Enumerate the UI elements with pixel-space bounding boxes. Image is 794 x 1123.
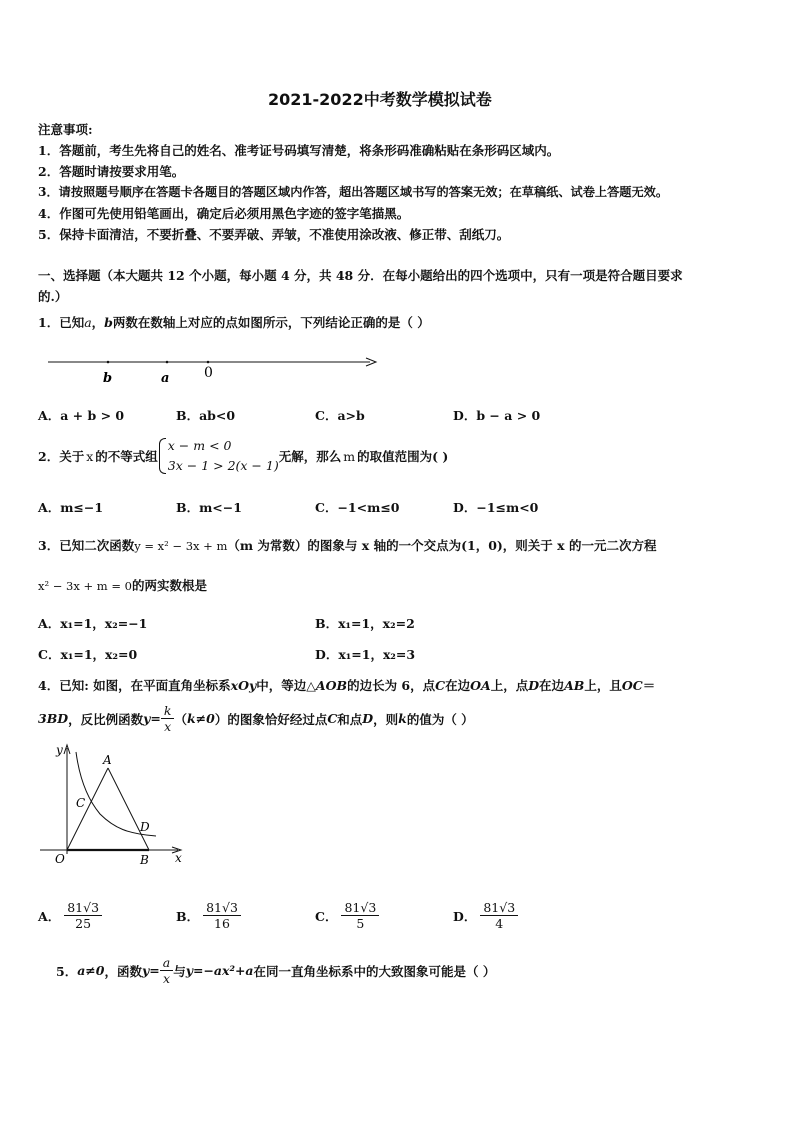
fraction-k-over-x xyxy=(161,703,175,734)
q4-var: OA xyxy=(470,678,491,693)
q1-var-a: a xyxy=(84,315,92,330)
label-a: A xyxy=(103,753,112,767)
option-letter: B． xyxy=(176,908,200,924)
label-c: C xyxy=(76,796,86,810)
number-line-figure xyxy=(40,348,385,390)
label-b: B xyxy=(140,853,149,867)
q4-option-d[interactable] xyxy=(453,900,518,931)
option-letter: C． xyxy=(315,908,338,924)
q5-text: = xyxy=(149,963,160,978)
q3-eq-suffix: 的两实数根是 xyxy=(131,578,207,593)
q1-prefix: 1．已知 xyxy=(38,315,85,330)
option-fraction xyxy=(64,900,102,931)
q1-suffix: 两数在数轴上对应的点如图所示，下列结论正确的是（ ） xyxy=(112,315,430,330)
fraction-denominator: 5 xyxy=(356,916,365,931)
fraction-denominator: 25 xyxy=(75,916,92,931)
q4-text: 的值为（ ） xyxy=(406,711,474,727)
q5-text: ，函数 xyxy=(104,963,142,979)
notice-item: 3．请按照题号顺序在答题卡各题目的答题区域内作答，超出答题区域书写的答案无效；在草稿纸、试卷上答题无效。 xyxy=(38,185,669,199)
label-d: D xyxy=(140,820,150,834)
fraction-numerator: 81√3 xyxy=(341,900,379,916)
q3-equation: x² − 3x + m = 0 xyxy=(38,579,132,593)
q4-var: y xyxy=(143,711,151,726)
q4-var: k xyxy=(398,711,407,726)
q4-text: 在边 xyxy=(445,678,471,693)
fraction-denominator: 4 xyxy=(495,916,504,931)
q4-var: C xyxy=(435,678,446,693)
notice-item: 2．答题时请按要求用笔。 xyxy=(38,164,185,179)
label-zero: 0 xyxy=(204,365,213,381)
question-4-stem-cont xyxy=(38,703,474,734)
q3-option-b[interactable]: B．x₁=1，x₂=2 xyxy=(315,616,415,631)
q5-var: y xyxy=(142,963,150,978)
q5-text: 5． xyxy=(56,963,78,979)
q1-option-c[interactable]: C．a>b xyxy=(315,408,365,423)
label-y: y xyxy=(56,743,63,757)
q4-text: 上，点 xyxy=(490,678,529,693)
q5-var: y=−ax²+a xyxy=(185,963,254,978)
question-4-stem xyxy=(38,676,655,694)
q1-option-a[interactable]: A．a + b > 0 xyxy=(38,408,125,423)
q4-var: k≠0 xyxy=(186,711,215,726)
fraction-denominator: x xyxy=(164,719,172,734)
q4-text: 4．已知: 如图，在平面直角坐标系 xyxy=(38,678,231,693)
q1-option-d[interactable]: D．b − a > 0 xyxy=(453,408,541,423)
label-b: b xyxy=(103,371,113,386)
notice-item: 4．作图可先使用铅笔画出，确定后必须用黑色字迹的签字笔描黑。 xyxy=(38,206,410,221)
point-a-mark xyxy=(166,361,169,364)
q2-x: x xyxy=(86,448,94,464)
q4-var: C xyxy=(327,711,338,726)
label-x: x xyxy=(175,851,182,865)
q4-text: 和点 xyxy=(337,711,363,727)
question-2-stem xyxy=(38,436,448,476)
option-letter: A． xyxy=(38,908,61,924)
q4-text: ）的图象恰好经过点 xyxy=(214,711,328,727)
q4-option-a[interactable] xyxy=(38,900,102,931)
fraction-denominator: x xyxy=(162,971,170,986)
label-a: a xyxy=(161,371,170,386)
side-oa xyxy=(67,768,108,850)
fraction-numerator: 81√3 xyxy=(64,900,102,916)
fraction-numerator: a xyxy=(160,955,173,971)
q4-var: AOB xyxy=(315,678,348,693)
section-heading-cont: 的.） xyxy=(38,289,68,304)
q4-var: D xyxy=(362,711,374,726)
q2-option-c[interactable]: C．−1<m≤0 xyxy=(315,500,400,515)
fraction-numerator: 81√3 xyxy=(480,900,518,916)
q4-text: 的边长为 6，点 xyxy=(347,678,436,693)
q1-var-b: b xyxy=(104,315,113,330)
q1-sep: ， xyxy=(91,315,105,330)
q4-text: 中，等边△ xyxy=(256,678,316,693)
section-heading: 一、选择题（本大题共 12 个小题，每小题 4 分，共 48 分．在每小题给出的四个选项中，只有一项是符合题目要求 xyxy=(38,268,683,283)
q4-text: （ xyxy=(174,711,187,727)
q2-mid: 的不等式组 xyxy=(95,449,158,464)
q3-mid: （m 为常数）的图象与 x 轴的一个交点为(1，0)，则关于 x 的一元二次方程 xyxy=(227,538,657,553)
option-fraction xyxy=(203,900,241,931)
q4-var: D xyxy=(528,678,540,693)
option-fraction xyxy=(480,900,518,931)
q5-var: a≠0 xyxy=(77,963,105,978)
inequality-2: 3x − 1 > 2(x − 1) xyxy=(167,458,279,473)
notice-item: 5．保持卡面清洁，不要折叠、不要弄破、弄皱，不准使用涂改液、修正带、刮纸刀。 xyxy=(38,227,510,242)
label-o: O xyxy=(55,852,65,866)
fraction-a-over-x xyxy=(160,955,173,986)
q3-prefix: 3．已知二次函数 xyxy=(38,538,135,553)
q4-text: 上，且 xyxy=(584,678,622,693)
q4-text: 在边 xyxy=(539,678,565,693)
question-1-stem xyxy=(38,313,430,331)
side-ab xyxy=(108,768,149,850)
option-letter: D． xyxy=(453,908,477,924)
q2-suffix2: 的取值范围为( ) xyxy=(357,449,449,464)
q4-option-c[interactable] xyxy=(315,900,379,931)
q4-text: ＝ xyxy=(642,678,656,693)
q4-var: xOy xyxy=(230,678,257,693)
q5-text: 在同一直角坐标系中的大致图象可能是（ ） xyxy=(253,963,496,979)
q3-option-a[interactable]: A．x₁=1，x₂=−1 xyxy=(38,616,148,631)
inequality-1: x − m < 0 xyxy=(167,438,232,453)
question-3-stem-cont xyxy=(38,576,207,594)
q4-var: 3BD xyxy=(38,711,69,726)
q2-m: m xyxy=(343,448,356,464)
q4-var: OC xyxy=(621,678,643,693)
q3-option-c[interactable]: C．x₁=1，x₂=0 xyxy=(38,647,138,662)
q5-text: 与 xyxy=(173,963,186,979)
q3-option-d[interactable]: D．x₁=1，x₂=3 xyxy=(315,647,416,662)
q4-option-b[interactable] xyxy=(176,900,241,931)
triangle-hyperbola-figure xyxy=(36,740,196,870)
q2-option-a[interactable]: A．m≤−1 xyxy=(38,500,104,515)
fraction-numerator: 81√3 xyxy=(203,900,241,916)
q4-text: ，则 xyxy=(373,711,399,727)
q2-prefix: 2．关于 xyxy=(38,449,85,464)
q2-option-d[interactable]: D．−1≤m<0 xyxy=(453,500,539,515)
q3-function: y = x² − 3x + m xyxy=(134,539,228,553)
fraction-numerator: k xyxy=(161,703,175,719)
page-title: 2021-2022中考数学模拟试卷 xyxy=(268,90,492,109)
question-5-stem xyxy=(56,955,495,986)
notice-heading: 注意事项: xyxy=(38,122,93,137)
q4-text: ，反比例函数 xyxy=(68,711,144,727)
question-3-stem xyxy=(38,536,656,554)
q2-option-b[interactable]: B．m<−1 xyxy=(176,500,242,515)
q1-option-b[interactable]: B．ab<0 xyxy=(176,408,236,423)
point-zero-mark xyxy=(207,361,210,364)
q4-var: AB xyxy=(564,678,585,693)
q2-suffix1: 无解，那么 xyxy=(278,449,342,464)
option-fraction xyxy=(341,900,379,931)
fraction-denominator: 16 xyxy=(214,916,230,931)
notice-item: 1．答题前，考生先将自己的姓名、准考证号码填写清楚，将条形码准确粘贴在条形码区域内。 xyxy=(38,143,560,158)
q4-text: = xyxy=(150,711,161,726)
inequality-system xyxy=(158,436,279,476)
point-b-mark xyxy=(107,361,110,364)
